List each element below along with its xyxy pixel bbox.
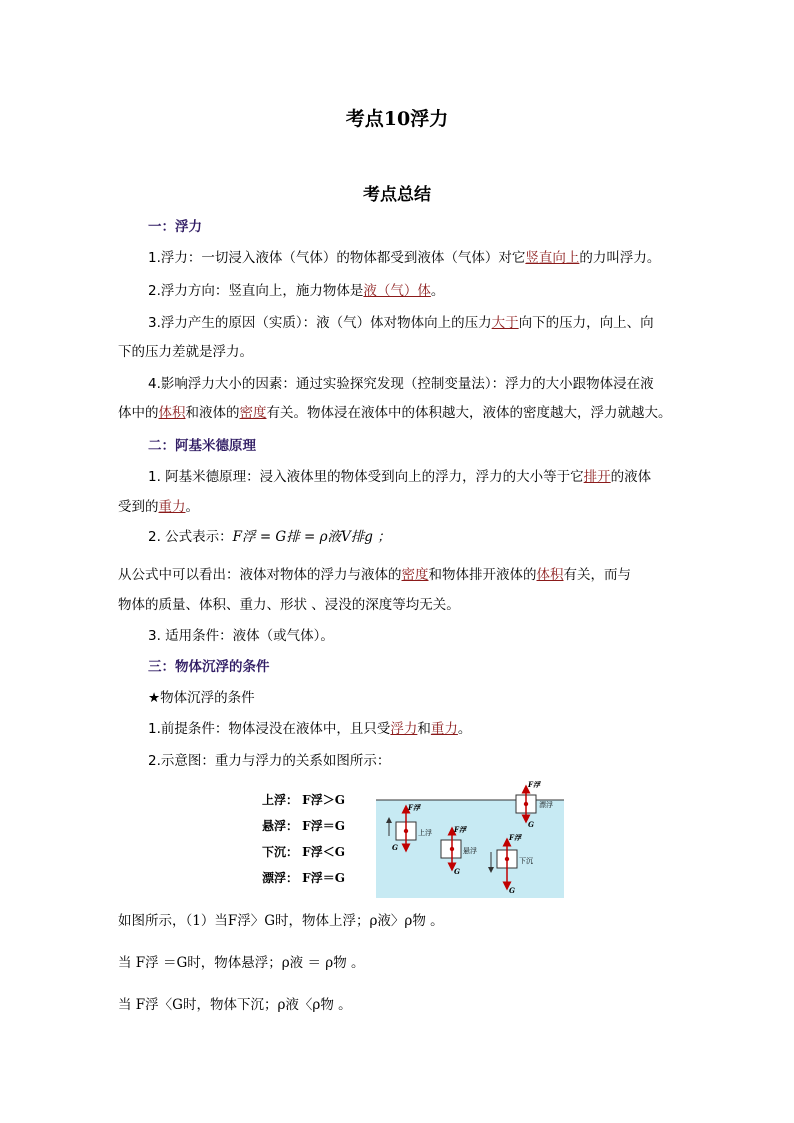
svg-text:G: G	[528, 820, 534, 829]
paragraph-archimedes-principle-cont: 受到的重力。	[118, 499, 199, 515]
svg-text:G: G	[509, 886, 515, 895]
float-sink-diagram	[262, 776, 568, 898]
svg-text:F浮: F浮	[509, 833, 521, 842]
svg-text:F浮: F浮	[454, 825, 466, 834]
svg-text:F浮: F浮	[408, 803, 420, 812]
heading-sink-float: 三：物体沉浮的条件	[148, 659, 270, 675]
label-rise: 上浮： F浮＞G	[262, 793, 345, 807]
section-title: 考点总结	[363, 185, 431, 205]
paragraph-condition-suspend: 当 F浮 ＝G时，物体悬浮；ρ液 ＝ ρ物 。	[118, 955, 365, 971]
paragraph-buoyancy-factors: 4.影响浮力大小的因素：通过实验探究发现（控制变量法）：浮力的大小跟物体浸在液	[148, 376, 654, 392]
paragraph-premise: 1.前提条件：物体浸没在液体中，且只受浮力和重力。	[148, 721, 472, 737]
svg-text:下沉: 下沉	[519, 857, 533, 865]
page-title: 考点10浮力	[345, 108, 449, 130]
paragraph-buoyancy-cause-cont: 下的压力差就是浮力。	[118, 344, 253, 360]
svg-text:上浮: 上浮	[418, 829, 432, 837]
paragraph-buoyancy-direction: 2.浮力方向：竖直向上，施力物体是液（气）体。	[148, 283, 445, 299]
paragraph-formula-explain-cont: 物体的质量、体积、重力、形状 、浸没的深度等均无关。	[118, 597, 460, 613]
svg-text:G: G	[392, 843, 398, 852]
svg-text:悬浮: 悬浮	[463, 847, 477, 855]
heading-archimedes: 二：阿基米德原理	[148, 438, 256, 454]
paragraph-buoyancy-definition: 1.浮力：一切浸入液体（气体）的物体都受到液体（气体）对它竖直向上的力叫浮力。	[148, 250, 661, 266]
paragraph-diagram-intro: 2.示意图：重力与浮力的关系如图所示：	[148, 753, 391, 769]
paragraph-archimedes-principle: 1. 阿基米德原理：浸入液体里的物体受到向上的浮力，浮力的大小等于它排开的液体	[148, 469, 652, 485]
paragraph-conditions: 3. 适用条件：液体（或气体）。	[148, 628, 334, 644]
paragraph-buoyancy-factors-cont: 体中的体积和液体的密度有关。物体浸在液体中的体积越大，液体的密度越大，浮力就越大。	[118, 405, 672, 421]
subheading-sink-float: ★物体沉浮的条件	[148, 690, 255, 706]
svg-text:F浮: F浮	[528, 780, 540, 789]
buoyancy-formula: F浮 = G排 = ρ液V排g ；	[232, 529, 391, 545]
label-sink: 下沉： F浮＜G	[262, 845, 345, 859]
svg-text:G: G	[454, 867, 460, 876]
paragraph-condition-rise: 如图所示，（1）当F浮〉G时，物体上浮；ρ液〉ρ物 。	[118, 913, 444, 929]
label-float: 漂浮： F浮＝G	[262, 871, 345, 885]
label-suspend: 悬浮： F浮＝G	[262, 819, 345, 833]
paragraph-buoyancy-cause: 3.浮力产生的原因（实质）：液（气）体对物体向上的压力大于向下的压力，向上、向	[148, 315, 654, 331]
heading-buoyancy: 一：浮力	[148, 219, 202, 235]
svg-text:漂浮: 漂浮	[539, 801, 553, 809]
paragraph-formula-explain: 从公式中可以看出：液体对物体的浮力与液体的密度和物体排开液体的体积有关，而与	[118, 567, 631, 583]
paragraph-condition-sink: 当 F浮〈G时，物体下沉；ρ液〈ρ物 。	[118, 997, 352, 1013]
paragraph-formula: 2. 公式表示：F浮 = G排 = ρ液V排g ；	[148, 529, 391, 545]
